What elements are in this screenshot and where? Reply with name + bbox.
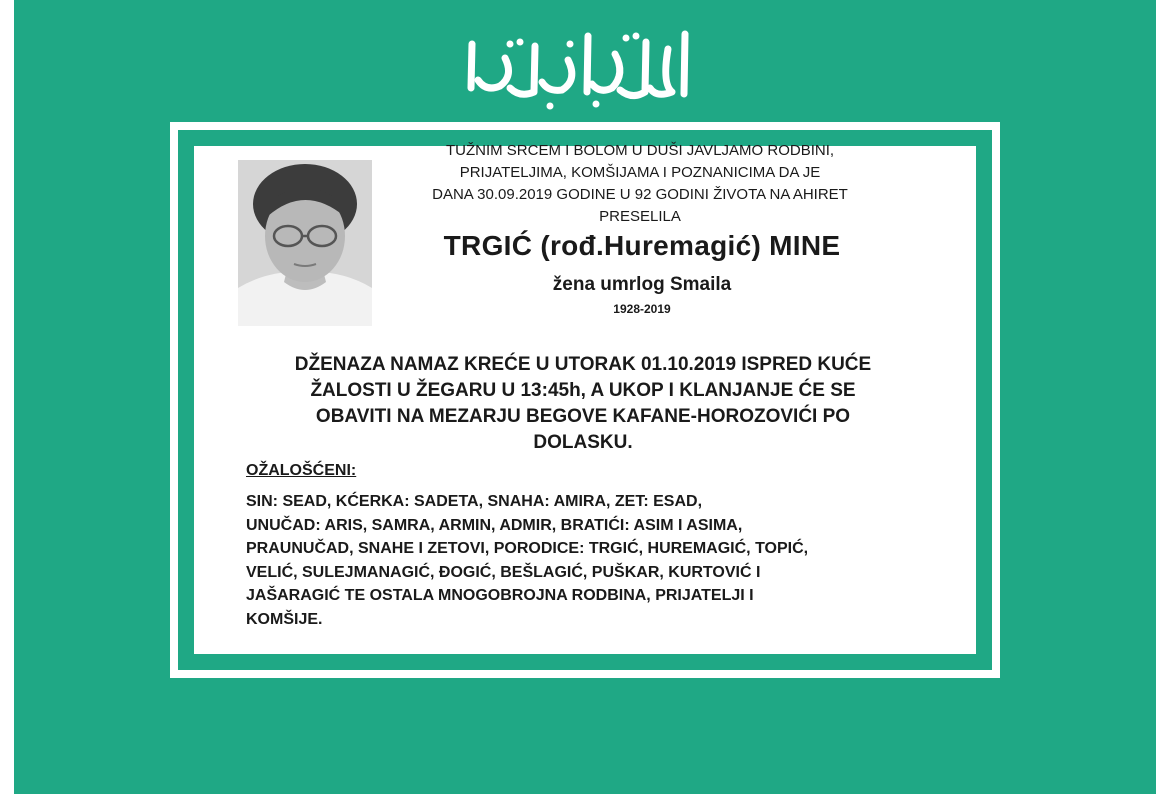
funeral-line: DŽENAZA NAMAZ KREĆE U UTORAK 01.10.2019 ISPRED KUĆE xyxy=(294,354,872,375)
mourners-line: SIN: SEAD, KĆERKA: SADETA, SNAHA: AMIRA, ZET: ESAD, xyxy=(246,493,703,510)
funeral-details xyxy=(218,352,948,456)
mourners-line: JAŠARAGIĆ TE OSTALA MNOGOBROJNA RODBINA, PRIJATELJI I xyxy=(246,587,754,605)
mourners-heading: OŽALOŠĆENI: xyxy=(246,462,357,479)
funeral-line: DOLASKU. xyxy=(533,432,633,453)
portrait-photo xyxy=(238,160,372,326)
arabic-calligraphy-icon xyxy=(450,14,710,114)
funeral-line: OBAVITI NA MEZARJU BEGOVE KAFANE-HOROZOVIĆI PO xyxy=(315,406,851,427)
funeral-line: ŽALOSTI U ŽEGARU U 13:45h, A UKOP I KLANJANJE ĆE SE xyxy=(310,380,856,401)
mourners-line: KOMŠIJE. xyxy=(246,610,323,628)
announcement-line: TUŽNIM SRCEM I BOLOM U DUŠI JAVLJAMO RODBINI, xyxy=(445,142,835,159)
announcement-line: PRIJATELJIMA, KOMŠIJAMA I POZNANICIMA DA JE xyxy=(459,164,821,181)
announcement-line: DANA 30.09.2019 GODINE U 92 GODINI ŽIVOTA NA AHIRET xyxy=(432,186,848,203)
announcement-text xyxy=(370,140,910,228)
mourners-line: VELIĆ, SULEJMANAGIĆ, ĐOGIĆ, BEŠLAGIĆ, PUŠKAR, KURTOVIĆ I xyxy=(246,563,761,581)
deceased-name: TRGIĆ (rođ.Huremagić) MINE xyxy=(443,230,841,261)
mourners-line: PRAUNUČAD, SNAHE I ZETOVI, PORODICE: TRGIĆ, HUREMAGIĆ, TOPIĆ, xyxy=(246,540,809,558)
mourners-line: UNUČAD: ARIS, SAMRA, ARMIN, ADMIR, BRATIĆI: ASIM I ASIMA, xyxy=(246,516,743,534)
life-years: 1928-2019 xyxy=(613,302,671,316)
mourners-list xyxy=(246,490,946,632)
announcement-line: PRESELILA xyxy=(599,208,681,225)
spouse-line: žena umrlog Smaila xyxy=(552,274,732,295)
